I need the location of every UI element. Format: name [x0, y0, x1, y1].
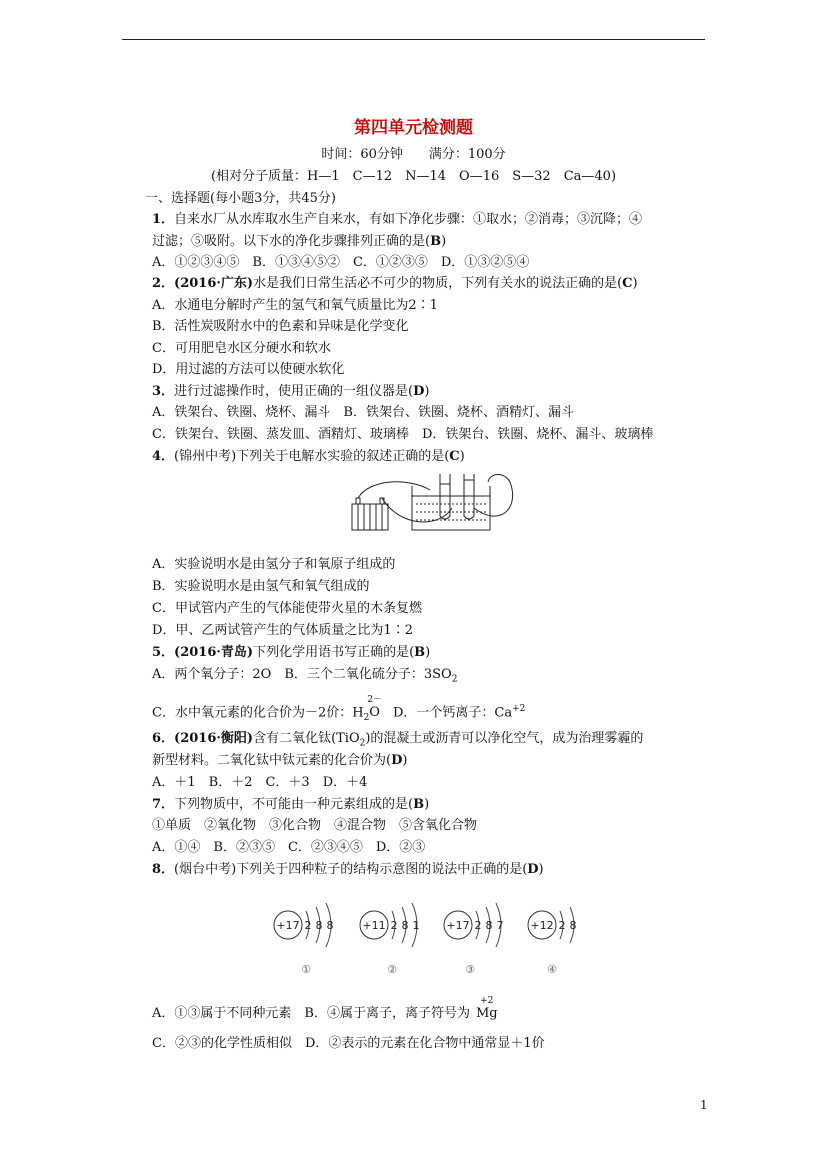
q3-stem: 3．进行过滤操作时，使用正确的一组仪器是(D) — [152, 384, 430, 399]
q3-options-cd: C．铁架台、铁圈、蒸发皿、酒精灯、玻璃棒 D．铁架台、铁圈、烧杯、漏斗、玻璃棒 — [152, 427, 654, 442]
atom-diagram-3 — [444, 903, 504, 976]
q5-stem: 5．(2016·青岛)下列化学用语书写正确的是(B) — [152, 645, 431, 660]
atom-diagram-1 — [274, 903, 334, 976]
q6-options: A．＋1 B．＋2 C．＋3 D．＋4 — [152, 775, 368, 790]
q8-options-ab — [152, 996, 498, 1022]
q6-number: 6． — [152, 731, 175, 746]
q7-stem: 7．下列物质中，不可能由一种元素组成的是(B) — [152, 797, 430, 812]
q6-source: (2016·衡阳) — [174, 731, 254, 746]
q2-source: (2016·广东) — [174, 276, 254, 291]
q1-line2: 过滤；⑤吸附。以下水的净化步骤排列正确的是(B) — [152, 234, 447, 249]
atom-3-shell-2: 8 — [485, 919, 493, 932]
q2-stem: 2．(2016·广东)水是我们日常生活必不可少的物质，下列有关水的说法正确的是(C) — [152, 276, 638, 291]
q7-text: 下列物质中，不可能由一种元素组成的是( — [174, 797, 414, 812]
q5-option-c-symbol: O — [369, 705, 380, 721]
q8-option-b-ion — [475, 996, 498, 1022]
q3-text: 进行过滤操作时，使用正确的一组仪器是( — [174, 384, 414, 399]
page-title: 第四单元检测题 — [354, 118, 473, 138]
atom-4-shell-2: 8 — [569, 919, 577, 932]
q8-text: (烟台中考)下列关于四种粒子的结构示意图的说法中正确的是( — [174, 862, 528, 877]
q2-option-d: D．用过滤的方法可以使硬水软化 — [152, 362, 345, 377]
q1-text: 自来水厂从水库取水生产自来水，有如下净化步骤：①取水；②消毒；③沉降；④ — [174, 212, 643, 227]
q5-answer: B — [414, 645, 426, 660]
q6-subscript: 2 — [359, 738, 366, 749]
q6-answer: D — [391, 753, 403, 768]
electrolysis-apparatus-figure — [340, 468, 540, 538]
q2-option-b: B．活性炭吸附水中的色素和异味是化学变化 — [152, 319, 409, 334]
atom-2-nucleus: +11 — [362, 919, 386, 932]
q5-option-b-subscript: 2 — [451, 674, 458, 685]
q6-line2: 新型材料。二氧化钛中钛元素的化合价为(D) — [152, 753, 408, 768]
atom-diagram-4 — [528, 907, 577, 976]
q7-answer: B — [413, 797, 425, 812]
q7-number: 7． — [152, 797, 175, 812]
atomic-structure-figure — [262, 895, 592, 985]
atom-2-shell-1: 2 — [390, 919, 398, 932]
q8-option-ab-text: A．①③属于不同种元素 B．④属于离子，离子符号为 — [152, 1006, 470, 1021]
atom-4-nucleus: +12 — [530, 919, 554, 932]
header-rule — [122, 39, 705, 40]
atom-3-shell-3: 7 — [496, 919, 504, 932]
q4-option-c: C．甲试管内产生的气体能使带火星的木条复燃 — [152, 601, 422, 616]
exam-time-score: 时间：60分钟 满分：100分 — [321, 147, 506, 162]
q5-text: 下列化学用语书写正确的是( — [253, 645, 415, 660]
relative-masses: (相对分子质量：H—1 C—12 N—14 O—16 S—32 Ca—40) — [210, 169, 617, 184]
atom-1-nucleus: +17 — [276, 919, 300, 932]
q1-number: 1． — [152, 212, 175, 227]
q1-answer: B — [430, 234, 442, 249]
q4-stem: 4．(锦州中考)下列关于电解水实验的叙述正确的是(C) — [152, 449, 465, 464]
q5-option-d-charge: +2 — [512, 704, 526, 714]
q5-option-ab-text: A．两个氧分子：2O B．三个二氧化硫分子：3SO — [152, 667, 452, 682]
q5-option-c-valence: 2－ — [367, 695, 382, 706]
q3-options-ab: A．铁架台、铁圈、烧杯、漏斗 B．铁架台、铁圈、烧杯、酒精灯、漏斗 — [152, 405, 574, 420]
q2-option-c: C．可用肥皂水区分硬水和软水 — [152, 341, 331, 356]
q8-stem: 8．(烟台中考)下列关于四种粒子的结构示意图的说法中正确的是(D) — [152, 862, 544, 877]
section-heading: 一、选择题(每小题3分，共45分) — [145, 191, 336, 206]
q7-options: A．①④ B．②③⑤ C．②③④⑤ D．②③ — [152, 840, 426, 855]
atom-2-shell-3: 1 — [412, 919, 420, 932]
q2-answer: C — [622, 276, 633, 291]
q4-number: 4． — [152, 449, 175, 464]
q5-option-c-text: C．水中氧元素的化合价为－2价：H — [152, 705, 364, 721]
q3-answer: D — [413, 384, 425, 399]
q4-option-d: D．甲、乙两试管产生的气体质量之比为1∶2 — [152, 623, 413, 638]
q4-answer: C — [449, 449, 460, 464]
atom-4-label: ④ — [547, 963, 557, 976]
q5-options-cd — [152, 695, 526, 726]
q5-source: (2016·青岛) — [174, 645, 254, 660]
q4-option-b: B．实验说明水是由氢气和氧气组成的 — [152, 579, 370, 594]
atom-1-label: ① — [301, 963, 311, 976]
q6-line1 — [152, 731, 643, 752]
q1-line1 — [152, 212, 642, 228]
q2-number: 2． — [152, 276, 175, 291]
q1-text-cont: 过滤；⑤吸附。以下水的净化步骤排列正确的是( — [152, 234, 431, 249]
page-number: 1 — [700, 1098, 708, 1112]
atom-2-label: ② — [387, 963, 397, 976]
q5-options-ab — [152, 667, 457, 688]
q8-option-b-symbol: Mg — [475, 1006, 498, 1021]
q4-option-a: A．实验说明水是由氢分子和氧原子组成的 — [152, 557, 396, 572]
atom-1-shell-3: 8 — [326, 919, 334, 932]
water-trough — [412, 486, 490, 530]
atom-1-shell-2: 8 — [315, 919, 323, 932]
q5-number: 5． — [152, 645, 175, 660]
atom-4-shell-1: 2 — [558, 919, 566, 932]
q5-option-c-oxygen — [367, 695, 382, 721]
atom-2-shell-2: 8 — [401, 919, 409, 932]
atom-3-shell-1: 2 — [474, 919, 482, 932]
q6-text: 含有二氧化钛(TiO — [253, 731, 360, 746]
q8-answer: D — [527, 862, 539, 877]
q2-option-a: A．水通电分解时产生的氢气和氧气质量比为2∶1 — [152, 298, 438, 313]
atom-1-shell-1: 2 — [304, 919, 312, 932]
q5-option-c-subscript: 2 — [363, 712, 370, 723]
q8-options-cd: C．②③的化学性质相似 D．②表示的元素在化合物中通常显＋1价 — [152, 1036, 545, 1051]
atom-3-nucleus: +17 — [446, 919, 470, 932]
q8-number: 8． — [152, 862, 175, 877]
q6-text-line2: 新型材料。二氧化钛中钛元素的化合价为( — [152, 753, 392, 768]
q4-text: (锦州中考)下列关于电解水实验的叙述正确的是( — [174, 449, 450, 464]
atom-3-label: ③ — [465, 963, 475, 976]
q8-option-b-charge: +2 — [480, 996, 494, 1006]
q6-text-cont: )的混凝土或沥青可以净化空气，成为治理雾霾的 — [365, 731, 644, 746]
q1-options: A．①②③④⑤ B．①③④⑤② C．①②③⑤ D．①③②⑤④ — [152, 255, 530, 270]
atom-diagram-2 — [360, 903, 420, 976]
q3-number: 3． — [152, 384, 175, 399]
q5-option-d-text: D．一个钙离子：Ca — [379, 705, 513, 721]
q7-items: ①单质 ②氧化物 ③化合物 ④混合物 ⑤含氧化合物 — [152, 818, 478, 833]
q2-text: 水是我们日常生活必不可少的物质，下列有关水的说法正确的是( — [253, 276, 623, 291]
